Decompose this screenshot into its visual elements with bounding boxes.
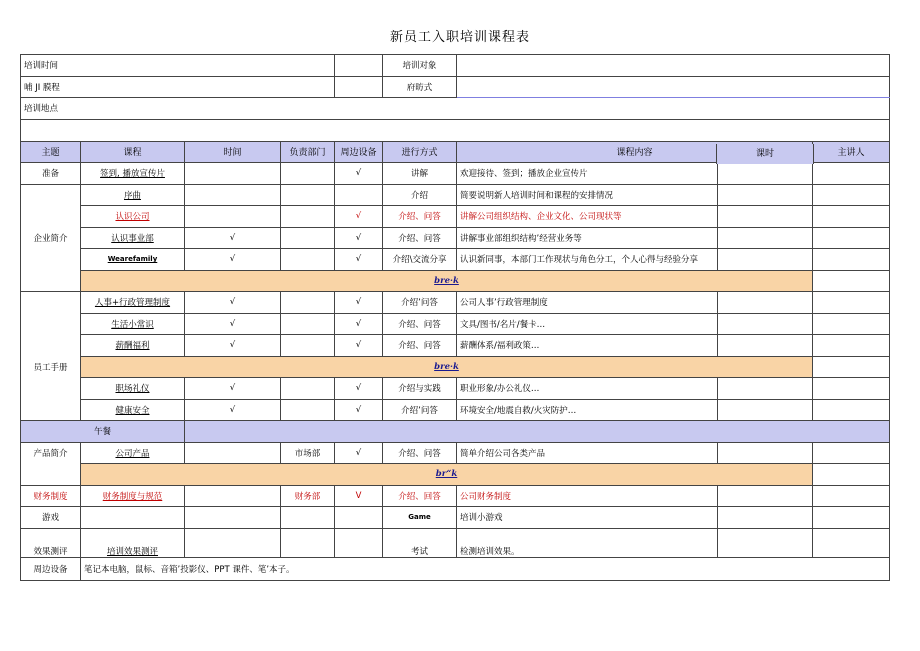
hours-header-overlay: 课时 (716, 144, 814, 164)
time-health: √ (185, 399, 281, 421)
break-row (21, 270, 890, 292)
dept-finance: 财务部 (281, 485, 335, 507)
course-finance: 财务制度与规范 (81, 485, 185, 507)
time-cell (185, 507, 281, 529)
lecturer-cell (813, 270, 890, 292)
topic-cell (21, 313, 81, 335)
topic-game: 游戏 (21, 507, 81, 529)
dept-cell (281, 378, 335, 400)
topic-cell (21, 270, 81, 292)
content-game: 培训小游戏 (457, 507, 718, 529)
blank-cell (21, 119, 890, 141)
table-row (21, 292, 890, 314)
dept-cell (281, 163, 335, 185)
course-life-tips: 生活小常识 (81, 313, 185, 335)
header-method: 进行方式 (383, 141, 457, 163)
time-cell (185, 442, 281, 464)
method-prep: 讲解 (383, 163, 457, 185)
hours-cell (718, 292, 813, 314)
lunch-row (21, 421, 890, 443)
dept-cell (281, 292, 335, 314)
dept-cell (281, 335, 335, 357)
content-salary: 薪酬体系/福利政策… (457, 335, 718, 357)
info-row-location (21, 98, 890, 120)
equip-finance: V (335, 485, 383, 507)
department-value[interactable] (457, 76, 890, 98)
course-prelude: 序曲 (81, 184, 185, 206)
topic-cell (21, 206, 81, 228)
time-cell (185, 163, 281, 185)
department-label: 府昉式 (383, 76, 457, 98)
course-know-company: 认识公司 (81, 206, 185, 228)
method-wearefamily: 介绍\交流分享 (383, 249, 457, 271)
hours-cell (718, 227, 813, 249)
equip-salary: √ (335, 335, 383, 357)
course-wearefamily: Wearefamily (81, 249, 185, 271)
location-label: 培训地点 (21, 98, 890, 120)
header-time: 时间 (185, 141, 281, 163)
table-row (21, 335, 890, 357)
table-row (21, 528, 890, 557)
course-salary: 薪酬福利 (81, 335, 185, 357)
equip-health: √ (335, 399, 383, 421)
method-life-tips: 介绍、问答 (383, 313, 457, 335)
equipment-label: 周边设备 (21, 557, 81, 580)
header-lecturer: 主讲人 (813, 141, 890, 163)
lecturer-cell (813, 442, 890, 464)
method-prelude: 介绍 (383, 184, 457, 206)
info-row-supervisor (21, 76, 890, 98)
topic-company-intro: 企业简介 (21, 227, 81, 249)
break-row (21, 356, 890, 378)
course-etiquette: 职场礼仪 (81, 378, 185, 400)
header-course: 课程 (81, 141, 185, 163)
equip-products: √ (335, 442, 383, 464)
lecturer-cell (813, 206, 890, 228)
equip-wearefamily: √ (335, 249, 383, 271)
info-row-time (21, 55, 890, 77)
time-cell (185, 528, 281, 557)
content-finance: 公司财务制度 (457, 485, 718, 507)
lecturer-cell (813, 335, 890, 357)
content-prep: 欢迎接待、签到；播放企业宣传片 (457, 163, 718, 185)
hours-cell (718, 249, 813, 271)
break-label: bre·k (81, 356, 813, 378)
equipment-row (21, 557, 890, 580)
training-schedule-table (20, 54, 890, 581)
blank-row (21, 119, 890, 141)
content-etiquette: 职业形象/办公礼仪… (457, 378, 718, 400)
method-know-company: 介绍、问答 (383, 206, 457, 228)
topic-test: 效果测评 (21, 528, 81, 557)
lecturer-cell (813, 313, 890, 335)
dept-cell (281, 313, 335, 335)
header-content: 课程内容 (457, 141, 813, 163)
course-products: 公司产品 (81, 442, 185, 464)
equip-cell (335, 507, 383, 529)
content-health: 环境安全/地震自救/火灾防护… (457, 399, 718, 421)
lecturer-cell (813, 399, 890, 421)
header-topic: 主题 (21, 141, 81, 163)
dept-cell (281, 206, 335, 228)
topic-product: 产品简介 (21, 442, 81, 464)
break-row (21, 464, 890, 486)
hours-cell (718, 206, 813, 228)
table-row (21, 206, 890, 228)
topic-cell (21, 292, 81, 314)
method-salary: 介绍、问答 (383, 335, 457, 357)
lecturer-cell (813, 163, 890, 185)
lecturer-cell (813, 249, 890, 271)
break-label: bre·k (81, 270, 813, 292)
hours-cell (718, 313, 813, 335)
hours-cell (718, 335, 813, 357)
supervisor-value[interactable] (335, 76, 383, 98)
method-know-dept: 介绍、问答 (383, 227, 457, 249)
table-row (21, 249, 890, 271)
topic-cell (21, 464, 81, 486)
time-etiquette: √ (185, 378, 281, 400)
topic-cell (21, 335, 81, 357)
dept-cell (281, 399, 335, 421)
topic-cell (21, 378, 81, 400)
content-test: 检测培训效果。 (457, 528, 718, 557)
hours-cell (718, 528, 813, 557)
table-row (21, 485, 890, 507)
lecturer-cell (813, 378, 890, 400)
table-row (21, 163, 890, 185)
course-know-dept: 认识事业部 (81, 227, 185, 249)
content-products: 简单介绍公司各类产品 (457, 442, 718, 464)
equip-hr-admin: √ (335, 292, 383, 314)
equip-know-company: √ (335, 206, 383, 228)
time-wearefamily: √ (185, 249, 281, 271)
dept-cell (281, 507, 335, 529)
equip-prep: √ (335, 163, 383, 185)
time-cell (185, 206, 281, 228)
time-salary: √ (185, 335, 281, 357)
content-hr-admin: 公司人事’行政管理制度 (457, 292, 718, 314)
dept-cell (281, 227, 335, 249)
method-game: Game (383, 507, 457, 529)
equip-know-dept: √ (335, 227, 383, 249)
time-hr-admin: √ (185, 292, 281, 314)
dept-cell (281, 249, 335, 271)
hours-cell (718, 163, 813, 185)
lecturer-cell (813, 292, 890, 314)
method-health: 介绍’问答 (383, 399, 457, 421)
equip-cell (335, 184, 383, 206)
training-time-value[interactable] (335, 55, 383, 77)
break-label: br“k (81, 464, 813, 486)
course-hr-admin: 人事+行政管理制度 (81, 292, 185, 314)
equip-life-tips: √ (335, 313, 383, 335)
lunch-label: 午餐 (21, 421, 185, 443)
time-life-tips: √ (185, 313, 281, 335)
table-row (21, 442, 890, 464)
lecturer-cell (813, 464, 890, 486)
topic-handbook: 员工手册 (21, 356, 81, 378)
method-products: 介绍、问答 (383, 442, 457, 464)
equipment-text: 笔记本电脑，鼠标、音箱’投影仪、PPT 课件、笔’本子。 (81, 557, 890, 580)
table-row (21, 507, 890, 529)
dept-cell (281, 528, 335, 557)
table-row (21, 378, 890, 400)
topic-cell (21, 249, 81, 271)
training-target-value[interactable] (457, 55, 890, 77)
table-row (21, 313, 890, 335)
time-cell (185, 184, 281, 206)
content-life-tips: 文具/图书/名片/餐卡… (457, 313, 718, 335)
hours-cell (718, 378, 813, 400)
dept-cell (281, 184, 335, 206)
supervisor-label: 哺 JI 膜程 (21, 76, 335, 98)
hours-cell (718, 485, 813, 507)
table-row (21, 399, 890, 421)
equip-cell (335, 528, 383, 557)
hours-cell (718, 399, 813, 421)
training-time-label: 培训时间 (21, 55, 335, 77)
topic-prep: 准备 (21, 163, 81, 185)
hours-cell (718, 184, 813, 206)
content-know-dept: 讲解事业部组织结构’经营业务等 (457, 227, 718, 249)
lecturer-cell (813, 485, 890, 507)
table-row (21, 227, 890, 249)
header-equipment: 周边设备 (335, 141, 383, 163)
method-test: 考试 (383, 528, 457, 557)
method-etiquette: 介绍与实践 (383, 378, 457, 400)
topic-cell (21, 399, 81, 421)
method-finance: 介绍、回答 (383, 485, 457, 507)
header-dept: 负责部门 (281, 141, 335, 163)
lunch-fill (185, 421, 890, 443)
time-cell (185, 485, 281, 507)
topic-finance: 财务制度 (21, 485, 81, 507)
content-know-company: 讲解公司组织结构、企业文化、公司现状等 (457, 206, 718, 228)
lecturer-cell (813, 356, 890, 378)
hours-cell (718, 507, 813, 529)
content-wearefamily: 认识新同事，本部门工作现状与角色分工，个人心得与经验分享 (457, 249, 718, 271)
hours-cell (718, 442, 813, 464)
topic-cell (21, 184, 81, 206)
lecturer-cell (813, 507, 890, 529)
training-target-label: 培训对象 (383, 55, 457, 77)
course-prep: 签到, 播放宣传片 (81, 163, 185, 185)
content-prelude: 简要说明新人培训时间和课程的安排情况 (457, 184, 718, 206)
dept-products: 市场部 (281, 442, 335, 464)
course-test: 培训效果测评 (81, 528, 185, 557)
page-title: 新员工入职培训课程表 (389, 30, 530, 45)
table-row (21, 184, 890, 206)
equip-etiquette: √ (335, 378, 383, 400)
lecturer-cell (813, 227, 890, 249)
method-hr-admin: 介绍’问答 (383, 292, 457, 314)
lecturer-cell (813, 184, 890, 206)
lecturer-cell (813, 528, 890, 557)
course-cell (81, 507, 185, 529)
time-know-dept: √ (185, 227, 281, 249)
course-health: 健康安全 (81, 399, 185, 421)
